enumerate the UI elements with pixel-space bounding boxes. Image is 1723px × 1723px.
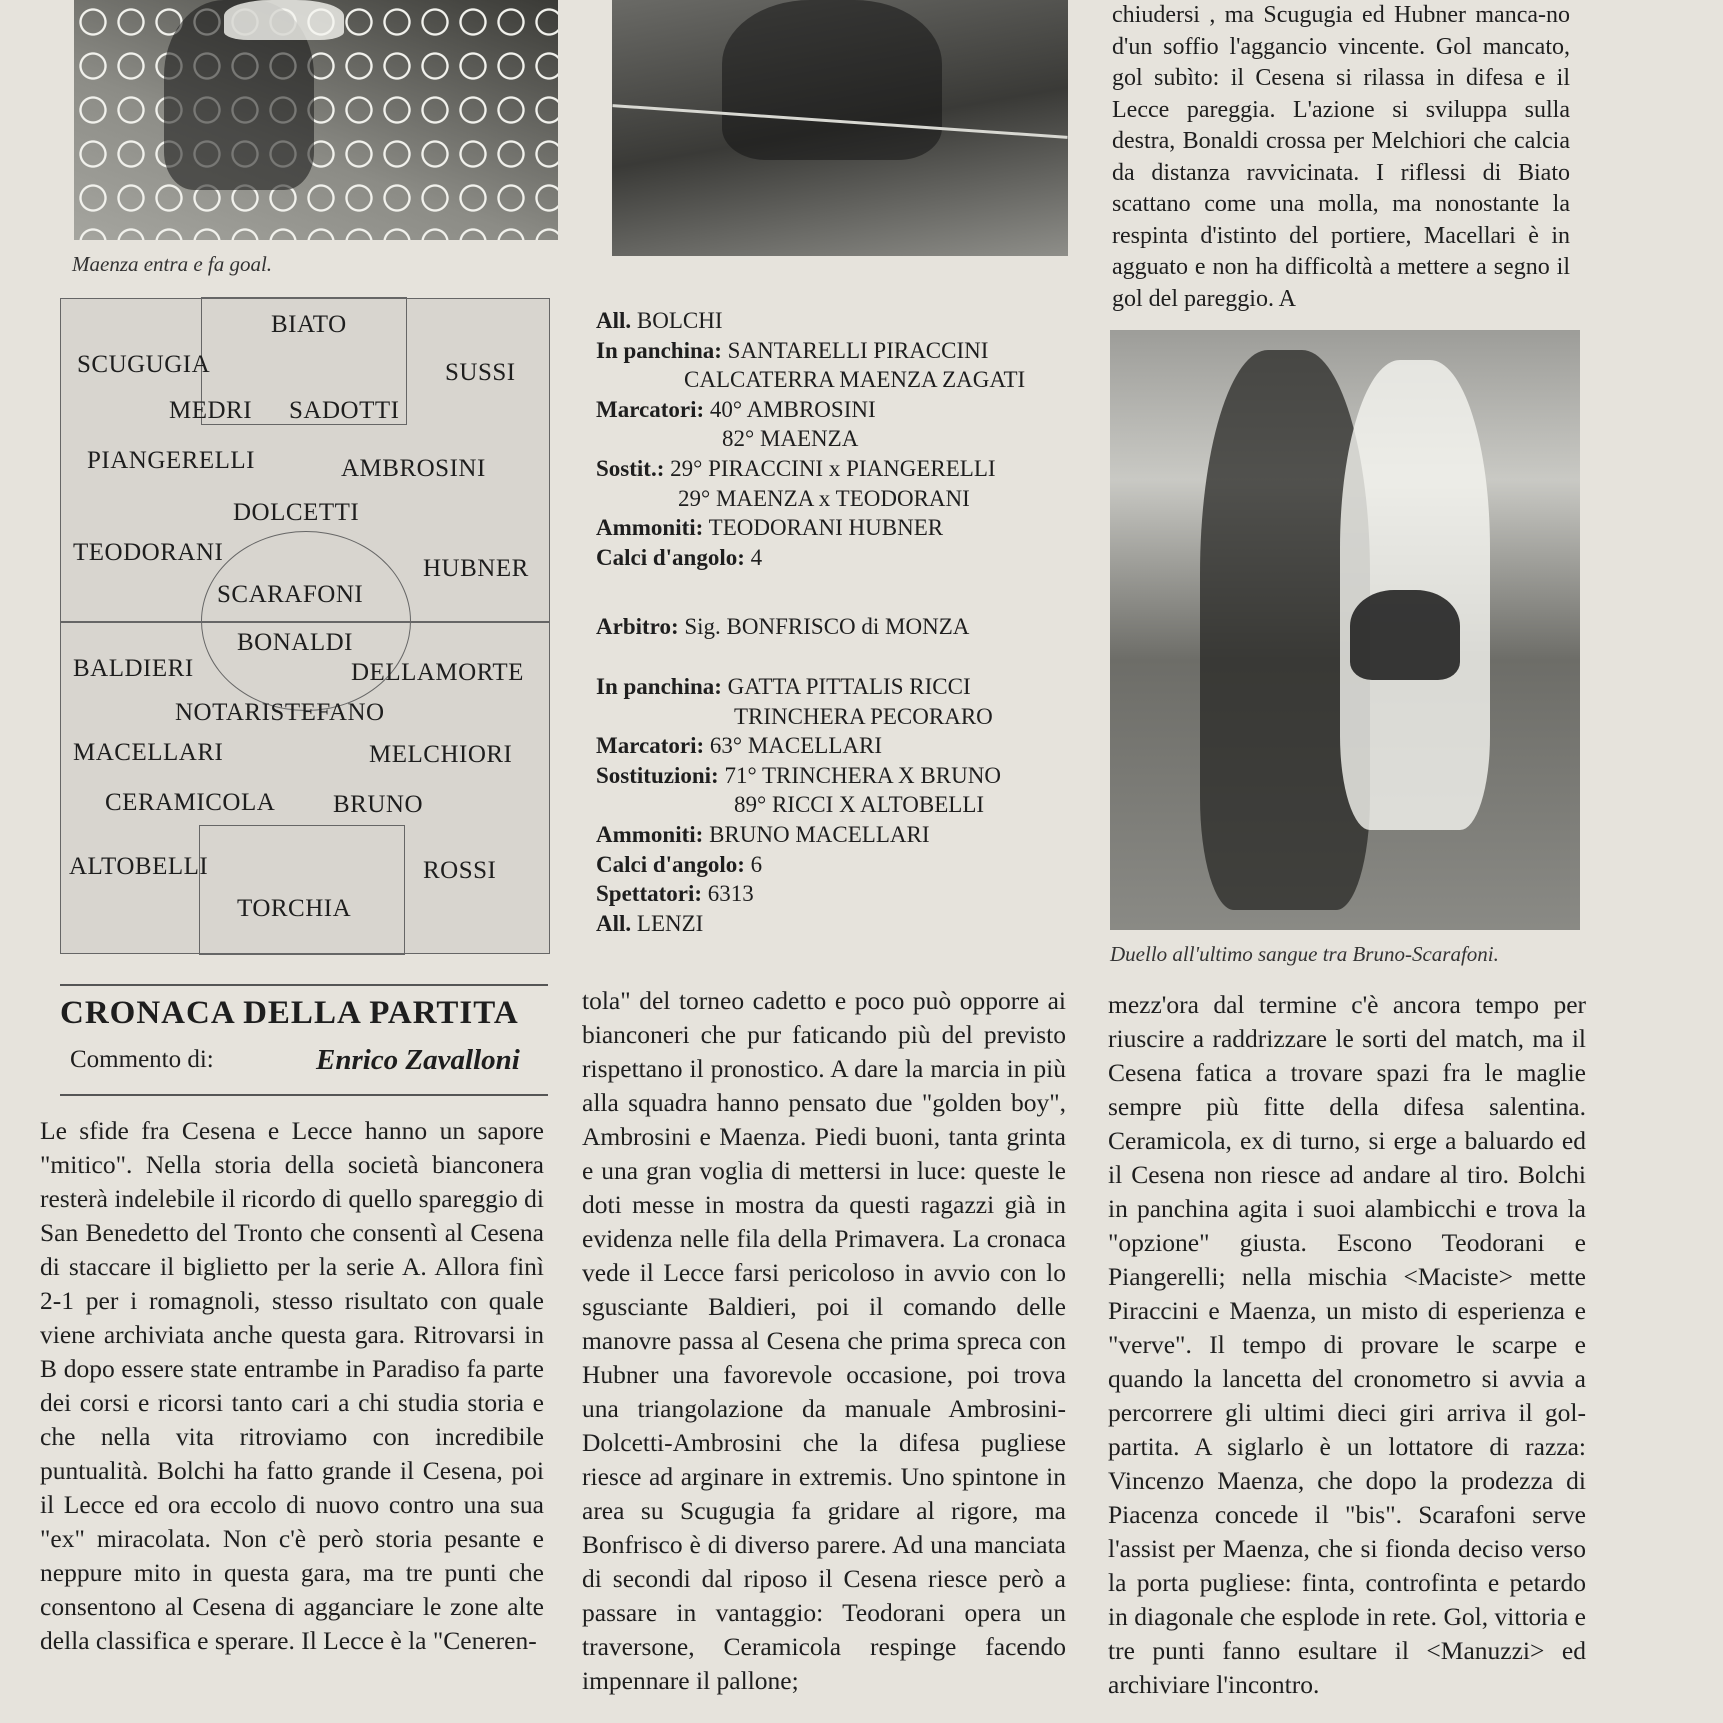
tab-row: 29° MAENZA x TEODORANI [678,485,970,511]
player-lecce-baldieri: BALDIERI [73,655,194,682]
article-column-1: Le sfide fra Cesena e Lecce hanno un sapore "mitico". Nella storia della società bianconera resterà indelebile il ricordo di quello spareggio di San Benedetto del Tronto che consentì al Cesena di staccare il biglietto per la serie A. Allora finì 2-1 per i romagnoli, stesso risultato con quale viene archiviata anche questa gara. Ritrovarsi in B dopo essere state entrambe in Paradiso fa parte dei corsi e ricorsi tanto cari a chi studia storia e che nella vita ritroviamo con incredibile puntualità. Bolchi ha fatto grande il Cesena, poi il Lecce ed ora eccolo di nuovo contro una sua "ex" miracolata. Non c'è però storia pesante e neppure mito in questa gara, ma tre punti che consentono al Cesena di agganciare le zone alte della classifica e sperare. Il Lecce è la "Ceneren- [40,1116,544,1655]
tab-row: In panchina: SANTARELLI PIRACCINI [596,337,989,363]
tab-row: CALCATERRA MAENZA ZAGATI [684,367,1026,393]
player-cesena-medri: MEDRI [169,397,253,424]
player-cesena-ambrosini: AMBROSINI [341,455,486,482]
tab-row: Ammoniti: BRUNO MACELLARI [596,821,930,847]
photo-caption-goal: Maenza entra e fa goal. [72,252,273,276]
tab-row: Sostituzioni: 71° TRINCHERA X BRUNO [596,762,1001,788]
photo-players-action [612,0,1068,256]
tabellino-lecce [596,672,1001,938]
player-lecce-melchiori: MELCHIORI [369,741,513,768]
tab-row: Ammoniti: TEODORANI HUBNER [596,515,944,541]
tab-row: In panchina: GATTA PITTALIS RICCI [596,674,971,699]
header-rule-top [60,984,548,986]
article-column-3: mezz'ora dal termine c'è ancora tempo per riuscire a raddrizzare le sorti del match, ma il Cesena fatica a trovare spazi fra le maglie sempre più fitte della difesa salentina. Ceramicola, ex di turno, si erge a baluardo ed il Cesena non riesce ad andare al tiro. Bolchi in panchina agita i suoi alambicchi e trova la "opzione" giusta. Escono Teodorani e Piangerelli; nella mischia <Maciste> mette Piraccini e Maenza, un misto di esperienza e "verve". Il tempo di provare le scarpe e quando la lancetta del cronometro si avvia a percorrere gli ultimi dieci giri arriva il gol-partita. A siglarlo è un lottatore di razza: Vincenzo Maenza, che dopo la prodezza di Piacenza concede il "bis". Scarafoni serve l'assist per Maenza, che si fionda deciso verso la porta pugliese: finta, controfinta e petardo in diagonale che esplode in rete. Gol, vittoria e tre punti fanno esultare il <Manuzzi> ed archiviare l'incontro. [1108,990,1586,1699]
tab-row: Spettatori: 6313 [596,881,754,907]
tab-row: Arbitro: Sig. BONFRISCO di MONZA [596,614,970,639]
bottom-penalty-box [199,825,405,955]
tab-row: 89° RICCI X ALTOBELLI [734,792,985,818]
tab-row: Sostit.: 29° PIRACCINI x PIANGERELLI [596,455,996,481]
header-rule-bottom [60,1094,548,1096]
article-column-2: tola" del torneo cadetto e poco può opporre ai bianconeri che pur faticando più del previsto rispettano il pronostico. A dare la marcia in più alla squadra hanno pensato due "golden boy", Ambrosini e Maenza. Piedi buoni, tanta grinta e una gran voglia di mettersi in luce: queste le doti messe in mostra da questi ragazzi già in evidenza nelle fila della Primavera. La cronaca vede il Lecce farsi pericoloso in avvio con lo sgusciante Baldieri, poi il comando delle manovre passa al Cesena che prima spreca con Hubner una favorevole occasione, poi trova una triangolazione da manuale Ambrosini-Dolcetti-Ambrosini che la difesa pugliese riesce ad arginare in extremis. Uno spintone in area su Scugugia fa gridare al rigore, ma Bonfrisco è di diverso parere. Ad una manciata di secondi dal riposo il Cesena riesce però a passare in vantaggio: Teodorani opera un traversone, Ceramicola respinge facendo impennare il pallone; [582,986,1066,1695]
tab-row: All. BOLCHI [596,308,723,333]
photo-bruno-scarafoni [1110,330,1580,930]
player-lecce-bonaldi: BONALDI [237,629,353,656]
tab-row: 82° MAENZA [722,426,859,452]
formation-diagram [60,298,550,954]
player-lecce-macellari: MACELLARI [73,739,224,766]
photo-goal-net [74,0,558,240]
player-cesena-sadotti: SADOTTI [289,397,400,424]
article-author: Enrico Zavalloni [316,1044,520,1076]
player-lecce-dellamorte: DELLAMORTE [351,659,524,686]
tab-row: All. LENZI [596,910,704,936]
tab-row: Marcatori: 63° MACELLARI [596,733,882,759]
player-cesena-hubner: HUBNER [423,555,529,582]
tabellino-cesena [596,306,1025,572]
photo-caption-duel: Duello all'ultimo sangue tra Bruno-Scarafoni. [1110,942,1499,966]
player-cesena-teodorani: TEODORANI [73,539,224,566]
tabellino-arbitro [596,612,969,642]
comment-label: Commento di: [70,1046,214,1073]
tab-row: Calci d'angolo: 6 [596,851,763,877]
article-heading: CRONACA DELLA PARTITA [60,995,519,1031]
player-lecce-altobelli: ALTOBELLI [69,853,209,880]
player-lecce-ceramicola: CERAMICOLA [105,789,276,816]
player-cesena-biato: BIATO [271,311,347,338]
player-cesena-dolcetti: DOLCETTI [233,499,360,526]
player-lecce-notaristefano: NOTARISTEFANO [175,699,385,726]
player-cesena-scarafoni: SCARAFONI [217,581,364,608]
tab-row: Marcatori: 40° AMBROSINI [596,396,876,422]
player-lecce-torchia: TORCHIA [237,895,352,922]
article-text-top-right: chiudersi , ma Scugugia ed Hubner manca-no d'un soffio l'aggancio vincente. Gol mancato, gol subìto: il Cesena si rilassa in difesa e il Lecce pareggia. L'azione si sviluppa sulla destra, Bonaldi crossa per Melchiori che calcia da distanza ravvicinata. I riflessi di Biato scattano come una molla, ma nonostante la respinta d'istinto del portiere, Macellari è in agguato e non ha difficoltà a mettere a segno il gol del pareggio. A [1112,2,1570,312]
player-lecce-bruno: BRUNO [333,791,424,818]
player-cesena-sussi: SUSSI [445,359,516,386]
tab-row: TRINCHERA PECORARO [734,703,993,729]
player-cesena-piangerelli: PIANGERELLI [87,447,255,474]
player-lecce-rossi: ROSSI [423,857,497,884]
tab-row: Calci d'angolo: 4 [596,544,763,570]
player-cesena-scugugia: SCUGUGIA [77,351,211,378]
